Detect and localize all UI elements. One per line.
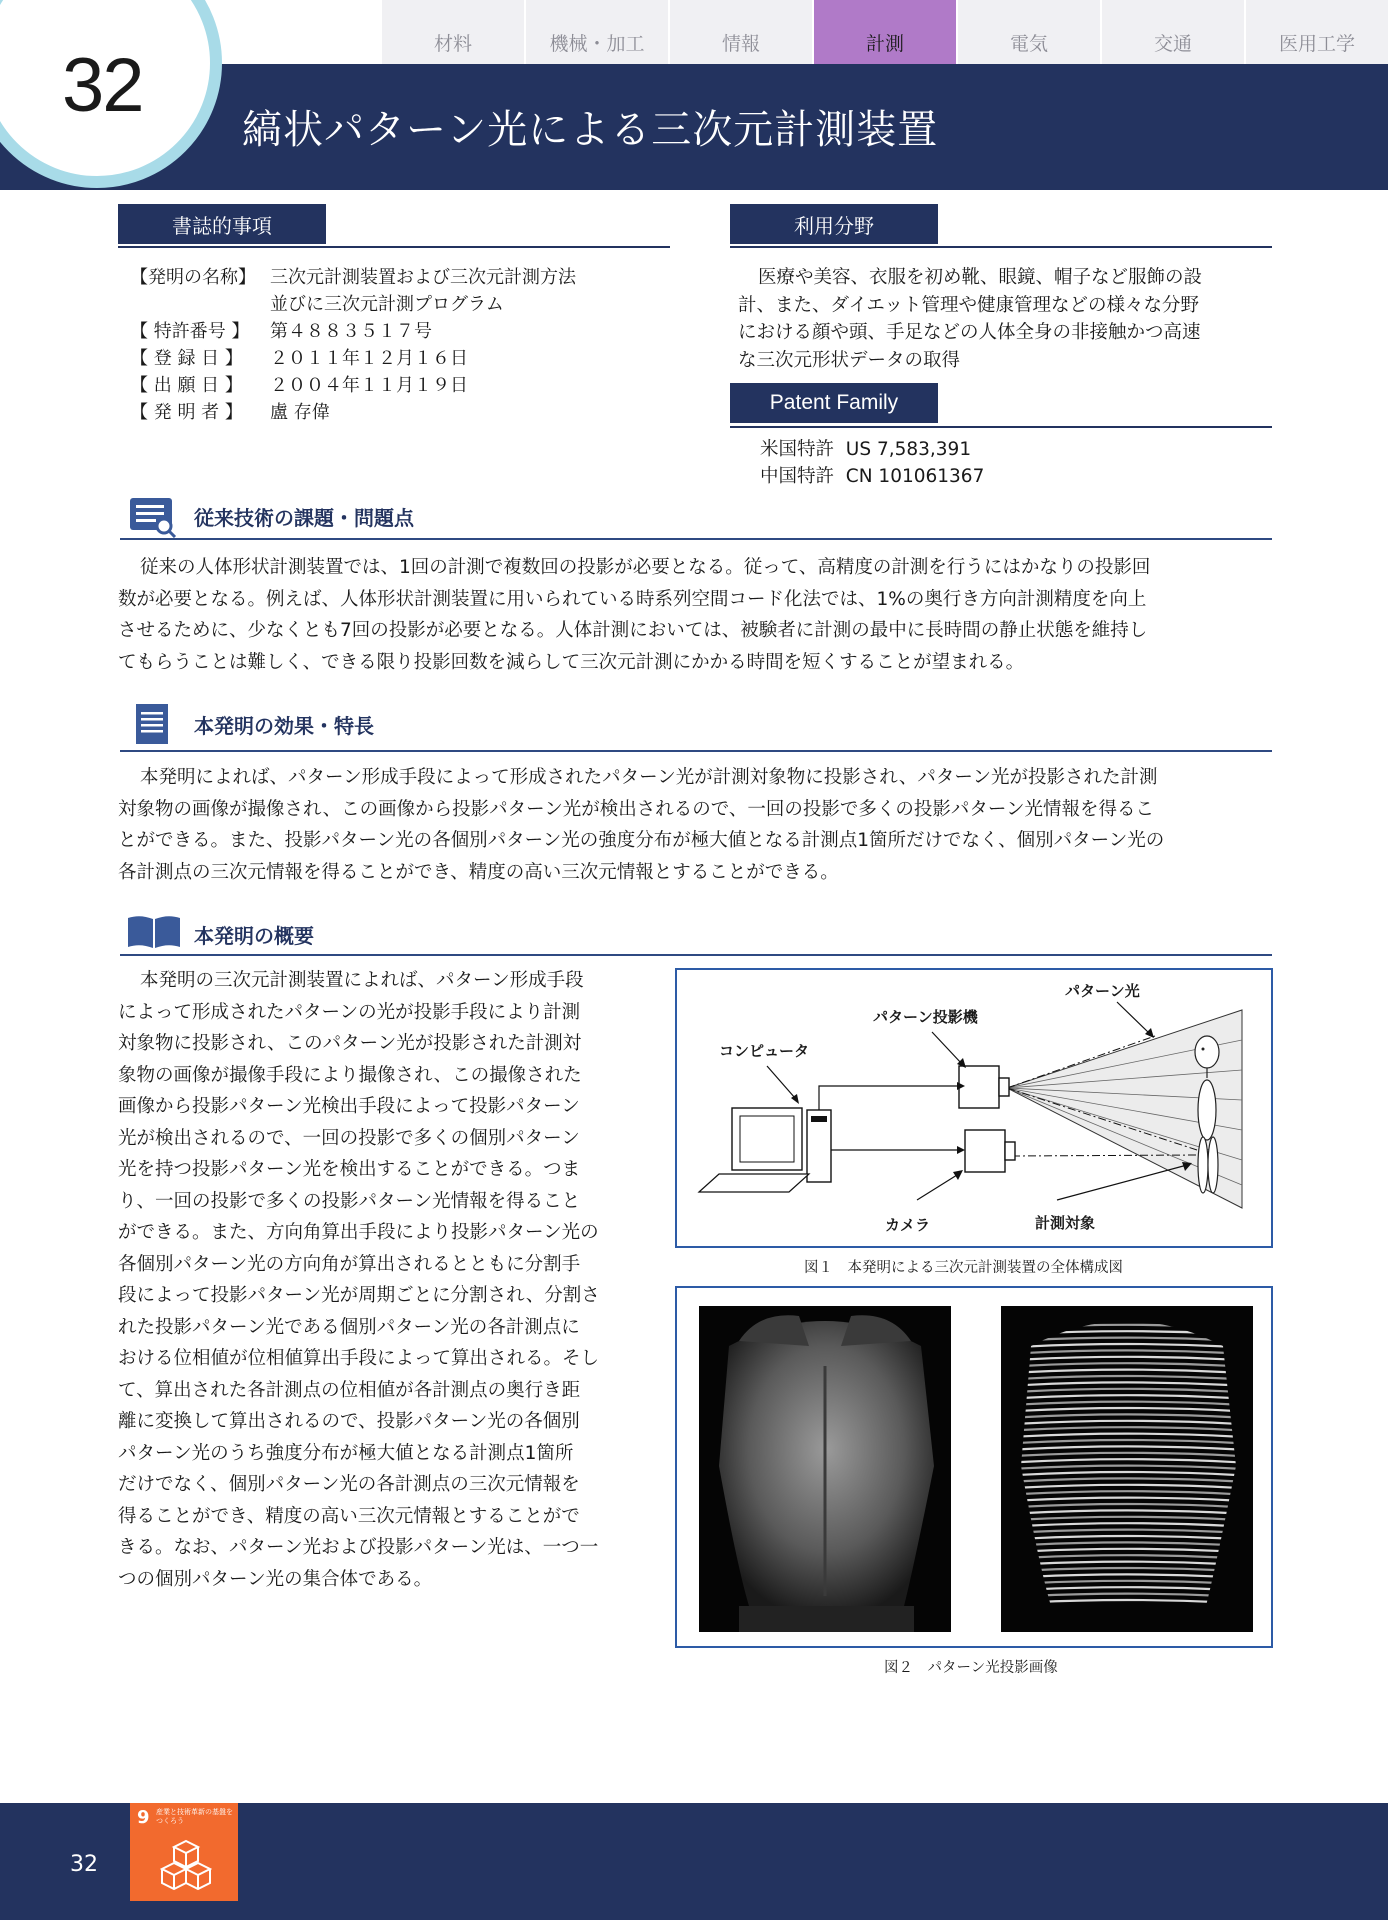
bib-row [130,372,468,399]
overview-line: おける位相値が位相値算出手段によって算出される。そし [118,1348,600,1369]
bib-key: 【 登 録 日 】 [130,348,243,369]
overview-line: 対象物に投影され、このパターン光が投影された計測対 [118,1033,582,1054]
overview-line: 各個別パターン光の方向角が算出されるとともに分割手 [118,1253,581,1275]
article-number: 32 [62,43,143,128]
overview-line: パターン光のうち強度分布が極大値となる計測点1箇所 [118,1442,574,1464]
overview-line: によって形成されたパターンの光が投影手段により計測 [118,1001,581,1023]
page-title: 縞状パターン光による三次元計測装置 [242,107,939,153]
overview-line: 画像から投影パターン光検出手段によって投影パターン [118,1096,580,1117]
tab-information[interactable]: 情報 [668,0,812,64]
patent-family-row [760,436,984,463]
problem-line: てもらうことは難しく、できる限り投影回数を減らして三次元計測にかかる時間を短くすることが望まれる。 [118,651,1025,673]
tab-transport[interactable]: 交通 [1100,0,1244,64]
problem-rule [120,538,1272,540]
overview-line: きる。なお、パターン光および投影パターン光は、一つ一 [118,1537,599,1558]
tab-measurement[interactable]: 計測 [812,0,956,64]
back-photo-plain [699,1306,951,1632]
effect-text [118,762,1278,888]
overview-line: 象物の画像が撮像手段により撮像され、この撮像された [118,1064,582,1086]
tab-medical-engineering[interactable]: 医用工学 [1244,0,1388,64]
label-computer: コンピュータ [719,1042,810,1060]
overview-line: つの個別パターン光の集合体である。 [118,1568,433,1590]
problem-line: させるために、少なくとも7回の投影が必要となる。人体計測においては、被験者に計測の最中に長時間の静止状態を維持し [118,620,1148,641]
application-rule [730,246,1272,248]
overview-text [118,965,648,1595]
patent-family-rule [730,426,1272,428]
overview-line: 得ることができ、精度の高い三次元情報とすることがで [118,1505,580,1527]
back-photo-striped [1001,1306,1253,1632]
bib-key: 【発明の名称】 [130,267,256,288]
patent-number: CN 101061367 [845,466,985,487]
problem-line: 数が必要となる。例えば、人体形状計測装置に用いられている時系列空間コード化法では、1%の奥行き方向計測精度を向上 [118,588,1147,610]
figure-2-frame [675,1286,1273,1648]
application-line: な三次元形状データの取得 [738,349,961,371]
problem-line: 従来の人体形状計測装置では、1回の計測で複数回の投影が必要となる。従って、高精度の計測を行うにはかなりの投影回 [140,557,1151,578]
overview-line: 光を持つ投影パターン光を検出することができる。つま [118,1159,581,1180]
overview-line: れた投影パターン光である個別パターン光の各計測点に [118,1316,580,1338]
figure-1-frame [675,968,1273,1248]
bib-key: 【 発 明 者 】 [130,402,243,423]
overview-line: 本発明の三次元計測装置によれば、パターン形成手段 [140,970,584,991]
overview-line: だけでなく、個別パターン光の各計測点の三次元情報を [118,1474,580,1495]
overview-line: ができる。また、方向角算出手段により投影パターン光の [118,1222,599,1243]
bib-key: 【 特許番号 】 [130,321,250,342]
bib-row [130,264,576,291]
patent-family-label: Patent Family [730,383,938,423]
patent-family-list [760,436,984,490]
bib-row [130,399,330,426]
overview-line: り、一回の投影で多くの投影パターン光情報を得ること [118,1190,581,1212]
magnifier-document-icon [128,496,178,538]
effect-heading: 本発明の効果・特長 [194,714,374,738]
effect-line: 各計測点の三次元情報を得ることができ、精度の高い三次元情報とすることができる。 [118,861,839,883]
category-tabs [380,0,1388,64]
bib-value: 盧 存偉 [270,402,330,423]
tab-mechanical[interactable]: 機械・加工 [524,0,668,64]
figure-1-caption: 図１ 本発明による三次元計測装置の全体構成図 [804,1260,1123,1276]
application-line: における顔や頭、手足などの人体全身の非接触かつ高速 [738,322,1201,343]
overview-line: 離に変換して算出されるので、投影パターン光の各個別 [118,1411,580,1432]
label-target: 計測対象 [1035,1214,1096,1232]
overview-heading: 本発明の概要 [194,924,314,948]
open-book-icon [126,914,182,950]
label-camera: カメラ [885,1216,931,1234]
overview-rule [120,954,1272,956]
label-projector: パターン投影機 [873,1008,978,1026]
bib-row [130,345,468,372]
bibliography-label: 書誌的事項 [118,204,326,244]
application-text [738,264,1202,374]
page-number: 32 [70,1852,98,1877]
bibliography-rule [118,246,670,248]
sdg-text: 産業と技術革新の基盤をつくろう [156,1808,233,1825]
label-pattern-light: パターン光 [1065,982,1140,1000]
overview-line: て、算出された各計測点の位相値が各計測点の奥行き距 [118,1379,581,1401]
application-label: 利用分野 [730,204,938,244]
application-line: 医療や美容、衣服を初め靴、眼鏡、帽子など服飾の設 [758,267,1203,288]
patent-country: 米国特許 [760,439,835,460]
bib-value: ２００４年１１月１９日 [270,375,468,396]
effect-line: 本発明によれば、パターン形成手段によって形成されたパターン光が計測対象物に投影され、パターン光が投影された計測 [140,767,1158,788]
bib-key: 【 出 願 日 】 [130,375,243,396]
tab-electric[interactable]: 電気 [956,0,1100,64]
patent-family-row [760,463,984,490]
figure-2-caption: 図２ パターン光投影画像 [884,1660,1058,1676]
cubes-icon [160,1837,212,1893]
bib-value: 第４８８３５１７号 [270,321,432,342]
problem-text [118,552,1278,678]
bib-value: 三次元計測装置および三次元計測方法 [270,267,576,288]
application-line: 計、また、ダイエット管理や健康管理などの様々な分野 [738,294,1200,316]
bib-value: ２０１１年１２月１６日 [270,348,468,369]
patent-country: 中国特許 [760,466,835,487]
overview-line: 光が検出されるので、一回の投影で多くの個別パターン [118,1127,580,1149]
document-icon [134,702,170,746]
bib-row [130,318,432,345]
tab-materials[interactable]: 材料 [380,0,524,64]
effect-line: とができる。また、投影パターン光の各個別パターン光の強度分布が極大値となる計測点1箇所だけでなく、個別パターン光の [118,830,1165,851]
sdg-number: 9 [137,1807,150,1828]
patent-number: US 7,583,391 [845,439,972,460]
effect-line: 対象物の画像が撮像され、この画像から投影パターン光が検出されるので、一回の投影で多くの投影パターン光情報を得るこ [118,798,1155,820]
problem-heading: 従来技術の課題・問題点 [194,506,414,530]
sdg-badge [130,1803,238,1901]
effect-rule [120,750,1272,752]
bib-value: 並びに三次元計測プログラム [270,294,504,315]
overview-line: 段によって投影パターン光が周期ごとに分割され、分割さ [118,1285,600,1306]
